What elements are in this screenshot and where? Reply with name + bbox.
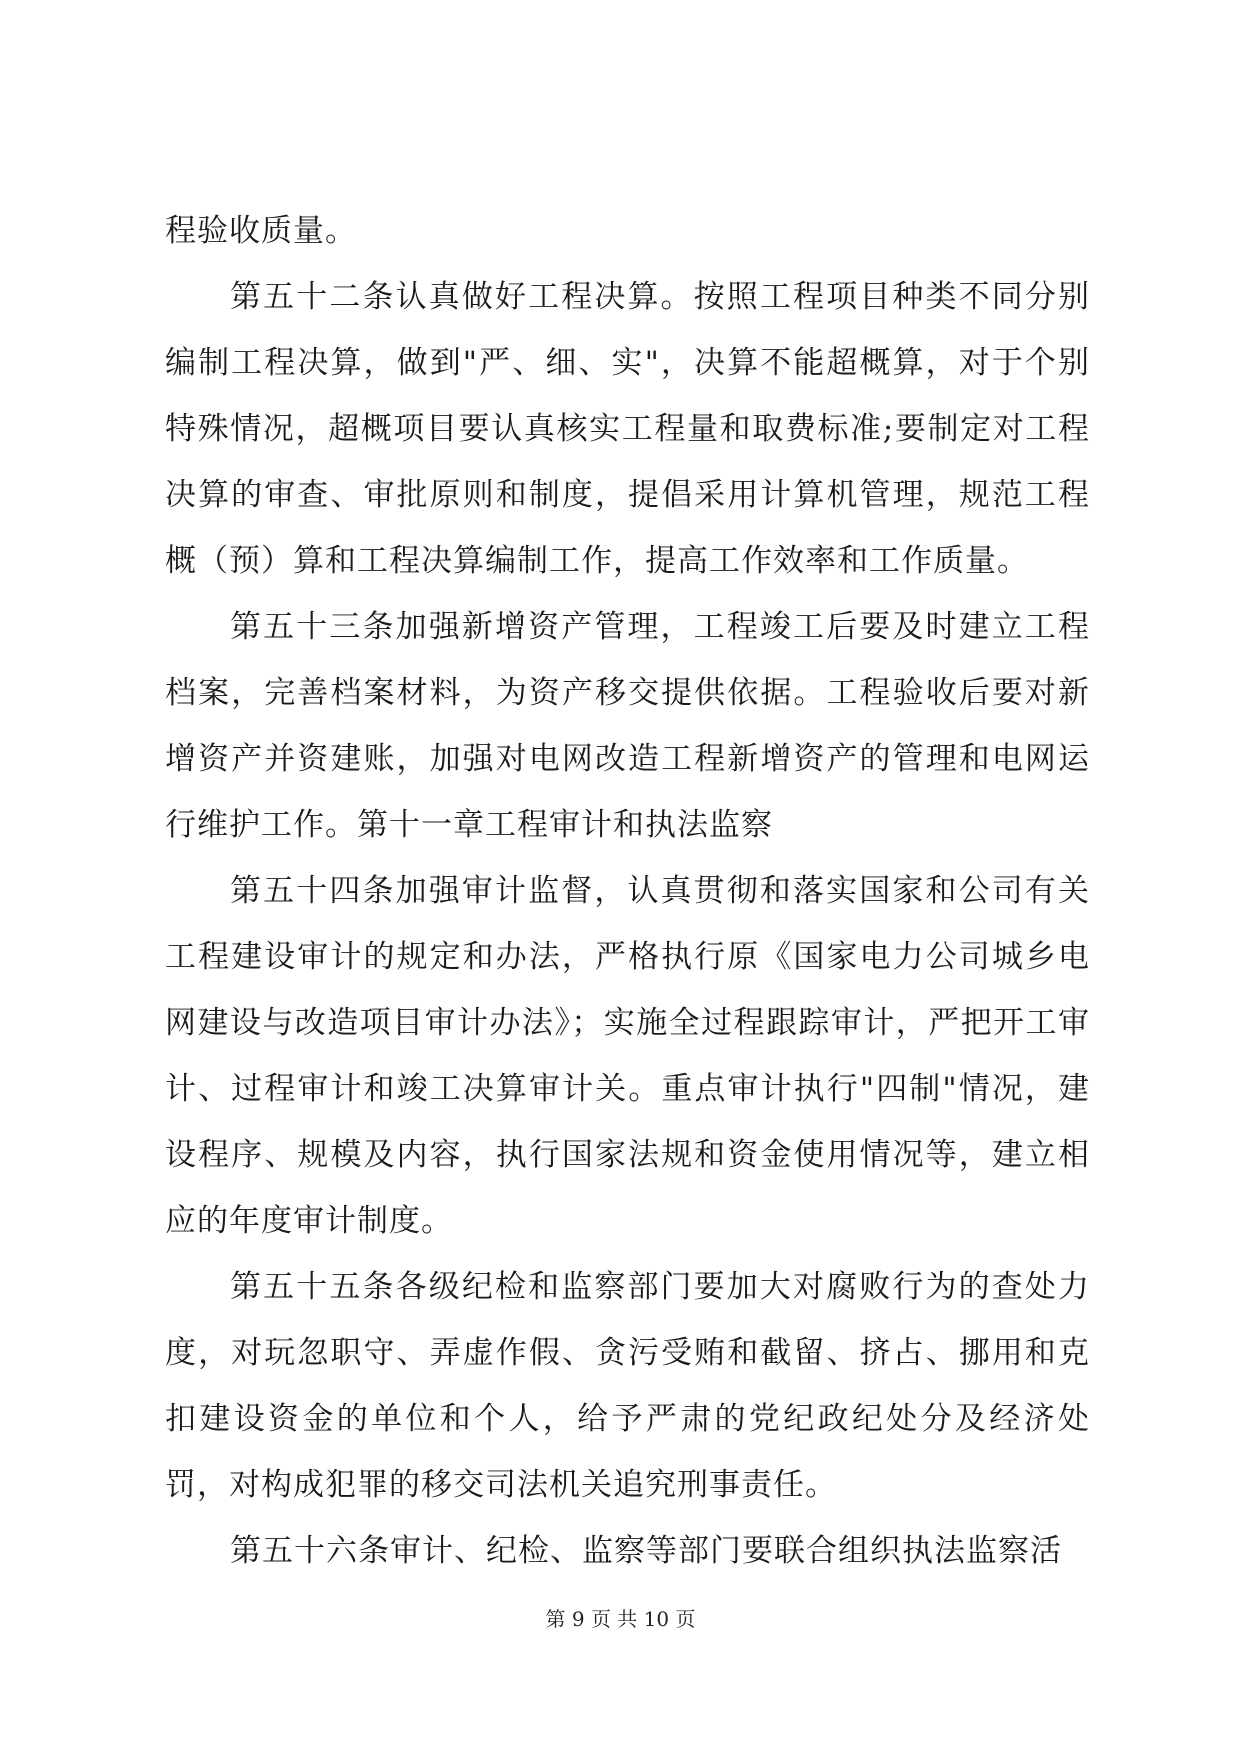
paragraph-article-52: 第五十二条认真做好工程决算。按照工程项目种类不同分别编制工程决算，做到"严、细、实"，决算不能超概算，对于个别特殊情况，超概项目要认真核实工程量和取费标准;要制定对工程决算的审查、审批原则和制度，提倡采用计算机管理，规范工程概（预）算和工程决算编制工作，提高工作效率和工作质量。 <box>165 279 1090 579</box>
paragraph-article-54: 第五十四条加强审计监督，认真贯彻和落实国家和公司有关工程建设审计的规定和办法，严格执行原《国家电力公司城乡电网建设与改造项目审计办法》；实施全过程跟踪审计，严把开工审计、过程审计和竣工决算审计关。重点审计执行"四制"情况，建设程序、规模及内容，执行国家法规和资金使用情况等，建立相应的年度审计制度。 <box>165 873 1090 1239</box>
paragraph-article-53: 第五十三条加强新增资产管理，工程竣工后要及时建立工程档案，完善档案材料，为资产移交提供依据。工程验收后要对新增资产并资建账，加强对电网改造工程新增资产的管理和电网运行维护工作。第十一章工程审计和执法监察 <box>165 609 1090 843</box>
page-number-footer: 第 9 页 共 10 页 <box>545 1607 696 1631</box>
paragraph-continuation: 程验收质量。 <box>165 213 357 249</box>
paragraph-article-56: 第五十六条审计、纪检、监察等部门要联合组织执法监察活 <box>230 1533 1062 1569</box>
document-body <box>165 198 1090 1584</box>
paragraph-article-55: 第五十五条各级纪检和监察部门要加大对腐败行为的查处力度，对玩忽职守、弄虚作假、贪污受贿和截留、挤占、挪用和克扣建设资金的单位和个人，给予严肃的党纪政纪处分及经济处罚，对构成犯罪的移交司法机关追究刑事责任。 <box>165 1269 1090 1503</box>
